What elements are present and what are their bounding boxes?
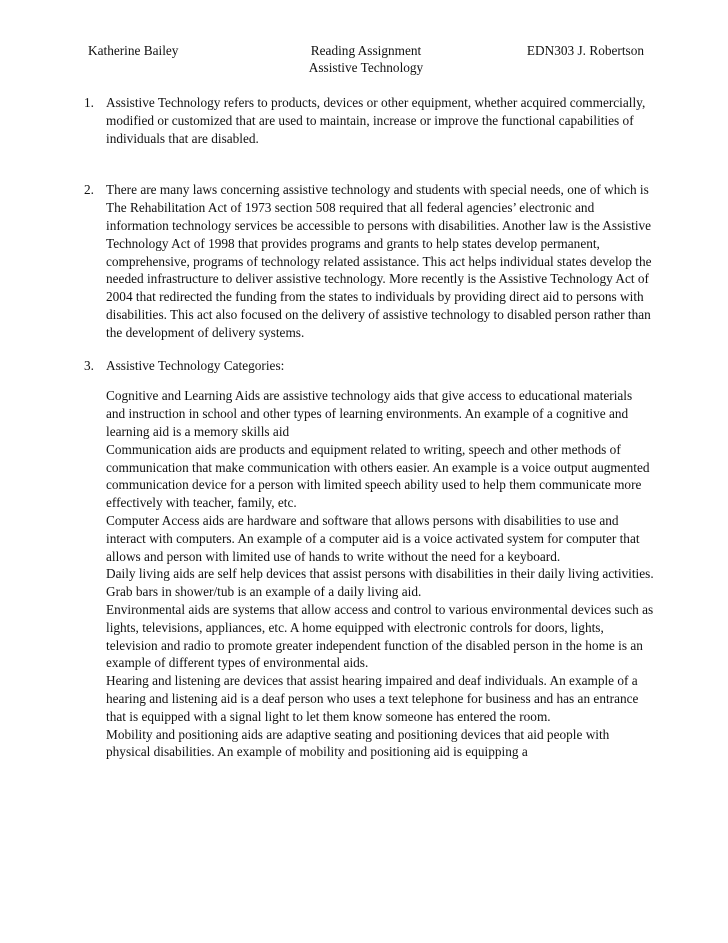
category-mobility: Mobility and positioning aids are adaptive seating and positioning devices that aid people with physical disabilities. An example of mobility and positioning aid is equipping a — [106, 726, 610, 760]
list-item-2 — [84, 181, 654, 341]
category-environmental: Environmental aids are systems that allow access and control to various environmental devices such as lights, televisions, appliances, etc. A home equipped with electronic controls for doors, lights, television and radio to promote greater independent function of the disabled person in the home is an example of different types of environmental aids. — [106, 601, 654, 671]
laws-paragraph: There are many laws concerning assistive technology and students with special needs, one of which is The Rehabilitation Act of 1973 section 508 required that all federal agencies’ electronic and information technology services be accessible to persons with disabilities. Another law is the Assistive Technology Act of 1998 that provides programs and grants to help states develop permanent, comprehensive, programs of technology related assistance. This act helps individual states develop the needed infrastructure to deliver assistive technology. More recently is the Assistive Technology Act of 2004 that redirected the funding from the states to individuals by providing direct aid to persons with disabilities. This act also focused on the delivery of assistive technology to disabled person rather than the development of delivery systems. — [106, 182, 652, 340]
author-name: Katherine Bailey — [88, 43, 179, 58]
topic-label: Assistive Technology — [308, 60, 424, 75]
category-communication: Communication aids are products and equipment related to writing, speech and other methods of communication that make communication with others easier. An example is a voice output augmented communication device for a person with limited speech ability used to help them communicate more effectively with teacher, family, etc. — [106, 441, 650, 511]
categories-title: Assistive Technology Categories: — [106, 357, 285, 373]
category-computer-access: Computer Access aids are hardware and software that allows persons with disabilities to use and interact with computers. An example of a computer aid is a voice activated system for computer that allows and person with limited use of hands to write without the need for a keyboard. — [106, 512, 640, 564]
list-item-1 — [84, 94, 654, 147]
list-number: 2. — [84, 182, 94, 198]
list-number: 1. — [84, 95, 94, 110]
category-hearing: Hearing and listening are devices that assist hearing impaired and deaf individuals. An example of a hearing and listening aid is a deaf person who uses a text telephone for business and has an entrance that is equipped with a signal light to let them know someone has entered the room. — [106, 673, 639, 724]
assignment-label: Reading Assignment — [310, 43, 422, 58]
course-label: EDN303 J. Robertson — [526, 43, 644, 58]
definition-paragraph: Assistive Technology refers to products, devices or other equipment, whether acquired commercially, modified or customized that are used to maintain, increase or improve the functional capabilities of individuals that are disabled. — [106, 95, 646, 146]
category-cognitive: Cognitive and Learning Aids are assistive technology aids that give access to educational materials and instruction in school and other types of learning environments. An example of a cognitive and learning aid is a memory skills aid — [106, 388, 633, 439]
category-daily-living: Daily living aids are self help devices that assist persons with disabilities in their daily living activities. Grab bars in shower/tub is an example of a daily living aid. — [106, 566, 654, 600]
list-item-3 — [84, 357, 654, 762]
list-number: 3. — [84, 357, 94, 373]
document-body — [84, 94, 654, 761]
